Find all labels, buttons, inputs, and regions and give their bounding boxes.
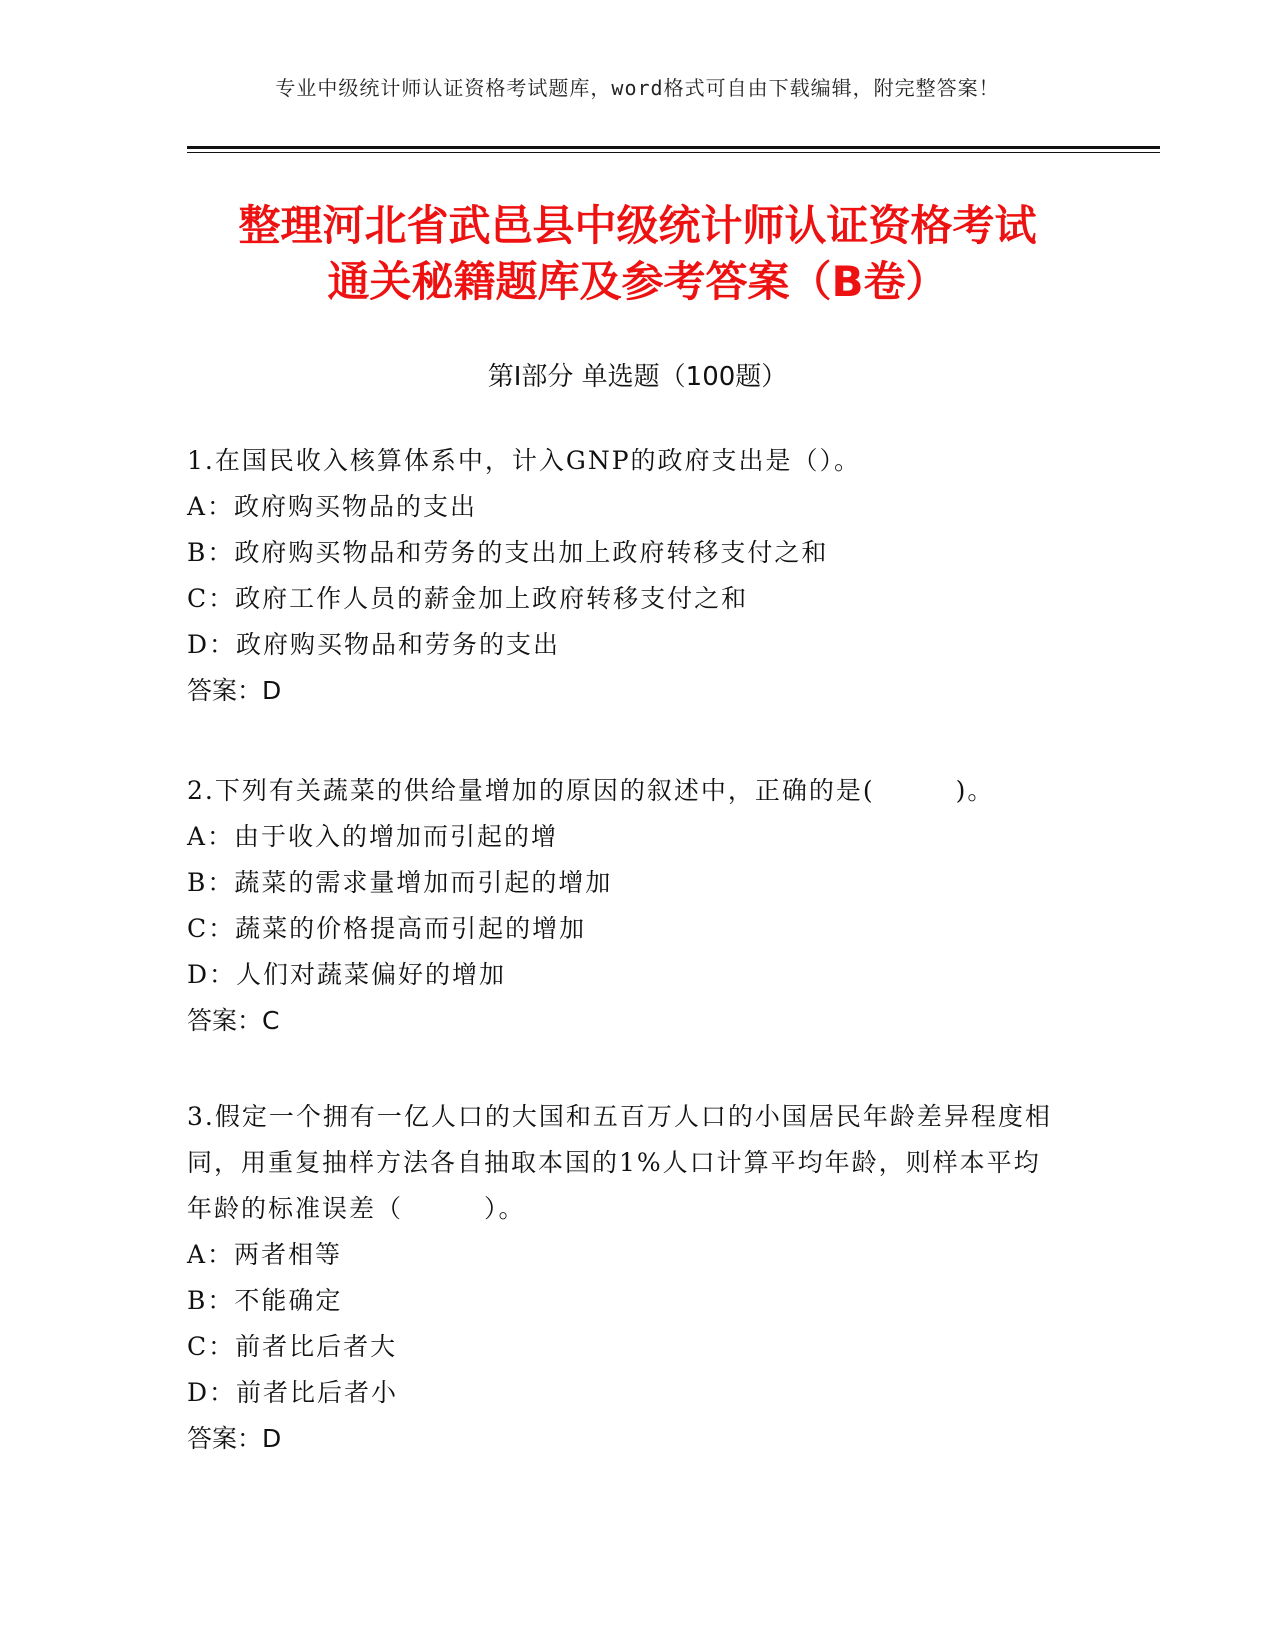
document-title	[150, 198, 1125, 310]
option-d: D：政府购买物品和劳务的支出	[187, 630, 561, 659]
question-2	[187, 768, 1087, 1044]
option-a: A：由于收入的增加而引起的增	[187, 822, 559, 851]
title-line-2: 通关秘籍题库及参考答案（B卷）	[327, 257, 948, 306]
answer: 答案：C	[187, 1006, 280, 1035]
option-b: B：不能确定	[187, 1286, 343, 1315]
option-a: A：政府购买物品的支出	[187, 492, 478, 521]
answer: 答案：D	[187, 1424, 282, 1453]
option-c: C：蔬菜的价格提高而引起的增加	[187, 914, 587, 943]
section-title: 第Ⅰ部分 单选题（100题）	[487, 362, 788, 392]
question-text: 3.假定一个拥有一亿人口的大国和五百万人口的小国居民年龄差异程度相同，用重复抽样方法各自抽取本国的1%人口计算平均年龄，则样本平均年龄的标准误差（ ）。	[187, 1102, 1052, 1223]
option-b: B：蔬菜的需求量增加而引起的增加	[187, 868, 613, 897]
question-3	[187, 1094, 1087, 1462]
question-text: 1.在国民收入核算体系中，计入GNP的政府支出是（）。	[187, 446, 862, 475]
header-note: 专业中级统计师认证资格考试题库，word格式可自由下载编辑，附完整答案！	[275, 76, 1000, 100]
question-1	[187, 438, 1087, 714]
option-a: A：两者相等	[187, 1240, 343, 1269]
answer: 答案：D	[187, 676, 282, 705]
option-d: D：前者比后者小	[187, 1378, 399, 1407]
header-rule-thick	[187, 146, 1160, 149]
option-c: C：前者比后者大	[187, 1332, 398, 1361]
option-c: C：政府工作人员的薪金加上政府转移支付之和	[187, 584, 749, 613]
question-list	[187, 438, 1087, 1514]
option-d: D：人们对蔬菜偏好的增加	[187, 960, 507, 989]
title-line-1: 整理河北省武邑县中级统计师认证资格考试	[238, 201, 1037, 250]
option-b: B：政府购买物品和劳务的支出加上政府转移支付之和	[187, 538, 829, 567]
header-rule-thin	[187, 152, 1160, 153]
question-text: 2.下列有关蔬菜的供给量增加的原因的叙述中，正确的是( )。	[187, 776, 995, 805]
